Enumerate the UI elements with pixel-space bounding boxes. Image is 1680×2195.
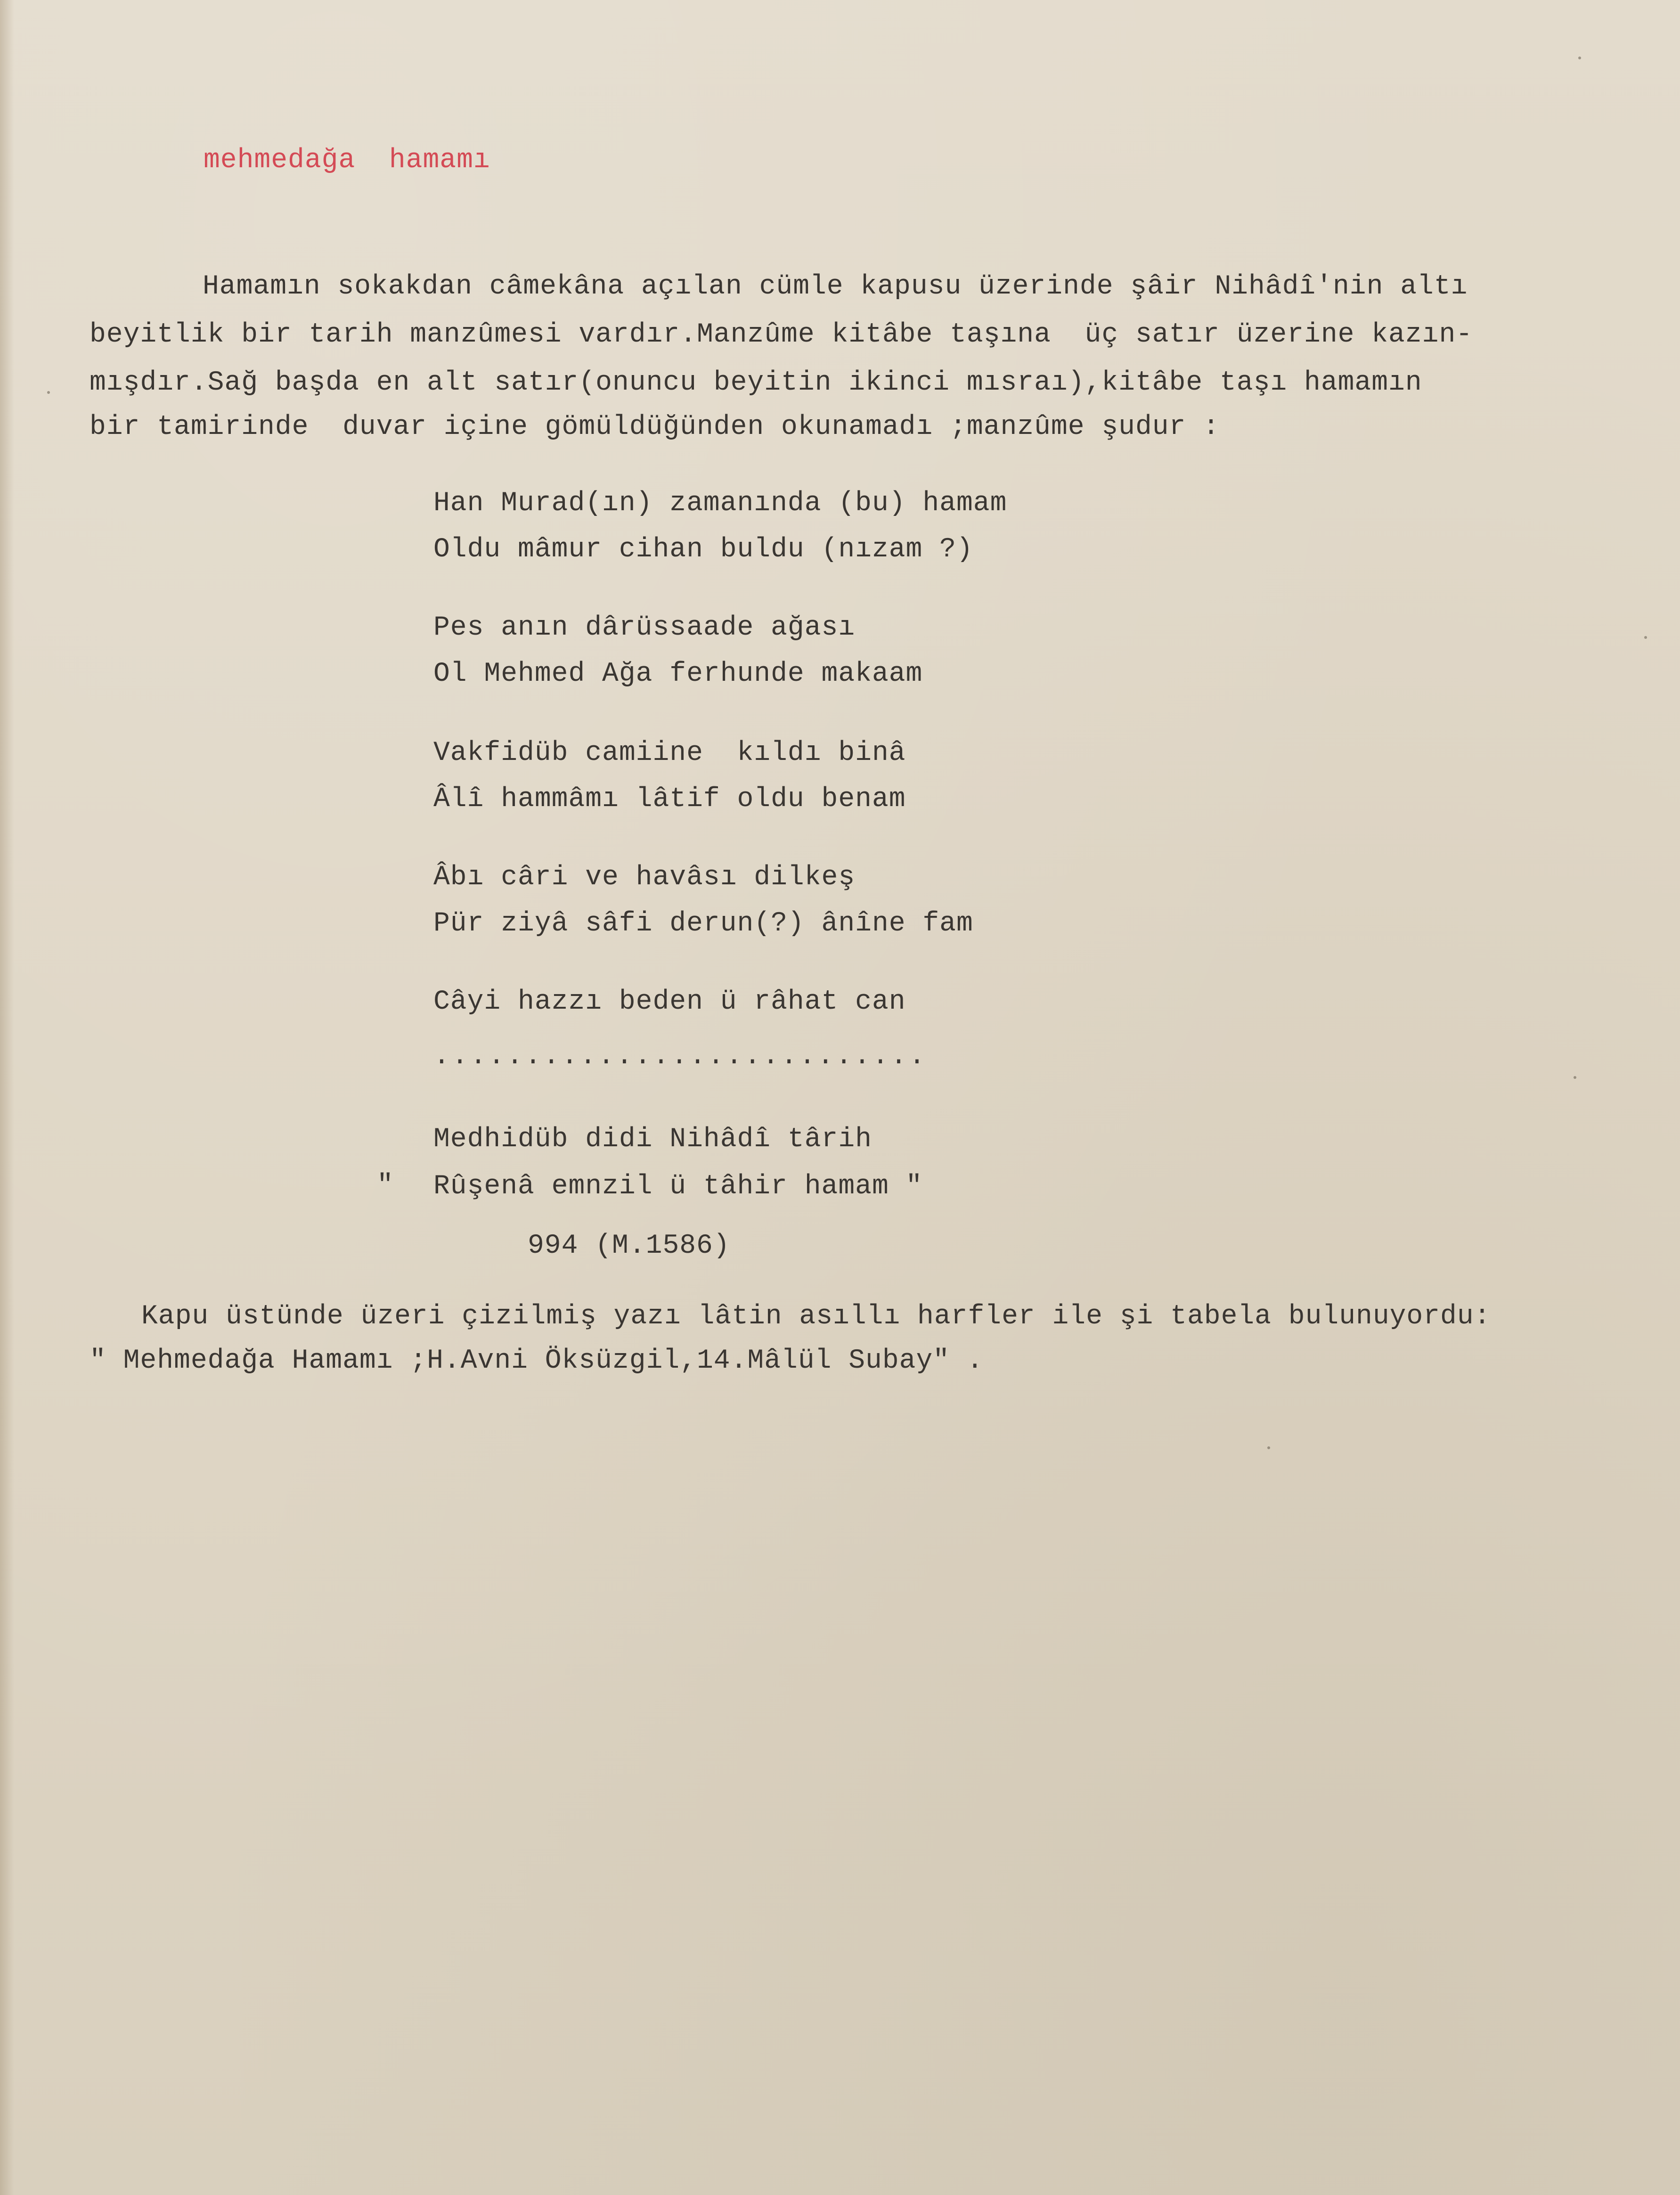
poem-line: Medhidüb didi Nihâdî târih xyxy=(433,1124,872,1155)
footer-line-2: " Mehmedağa Hamamı ;H.Avni Öksüzgil,14.Mâlül Subay" . xyxy=(90,1346,984,1376)
missing-line-dots: ........................... xyxy=(433,1041,927,1072)
intro-line-3: mışdır.Sağ başda en alt satır(onuncu beyitin ikinci mısraı),kitâbe taşı hamamın xyxy=(90,367,1422,398)
paper-speck xyxy=(1578,57,1581,59)
date-line: 994 (M.1586) xyxy=(528,1231,730,1261)
poem-line: Oldu mâmur cihan buldu (nızam ?) xyxy=(433,534,973,565)
paper-speck xyxy=(1644,636,1647,639)
poem-line: Pür ziyâ sâfi derun(?) ânîne fam xyxy=(433,908,973,939)
paper-speck xyxy=(1267,1446,1270,1449)
poem-line: Vakfidüb camiine kıldı binâ xyxy=(433,738,906,768)
poem-line: Âbı câri ve havâsı dilkeş xyxy=(433,862,856,893)
paper-edge xyxy=(0,0,14,2195)
poem-line: Âlî hammâmı lâtif oldu benam xyxy=(433,784,906,815)
quote-mark: " xyxy=(377,1170,393,1201)
document-title: mehmedağa hamamı xyxy=(204,145,490,176)
footer-line-1: Kapu üstünde üzeri çizilmiş yazı lâtin asıllı harfler ile şi tabela bulunuyordu: xyxy=(141,1301,1491,1332)
paper-speck xyxy=(47,391,50,394)
paper-speck xyxy=(1574,1076,1576,1079)
poem-line: Ol Mehmed Ağa ferhunde makaam xyxy=(433,659,923,689)
poem-line: Han Murad(ın) zamanında (bu) hamam xyxy=(433,488,1007,519)
poem-line: Pes anın dârüssaade ağası xyxy=(433,612,856,643)
intro-line-4: bir tamirinde duvar içine gömüldüğünden okunamadı ;manzûme şudur : xyxy=(90,412,1220,442)
intro-line-2: beyitlik bir tarih manzûmesi vardır.Manzûme kitâbe taşına üç satır üzerine kazın- xyxy=(90,319,1473,350)
poem-line: Câyi hazzı beden ü râhat can xyxy=(433,987,906,1017)
poem-line: Rûşenâ emnzil ü tâhir hamam " xyxy=(433,1171,923,1202)
intro-line-1: Hamamın sokakdan câmekâna açılan cümle kapusu üzerinde şâir Nihâdî'nin altı xyxy=(203,271,1468,302)
